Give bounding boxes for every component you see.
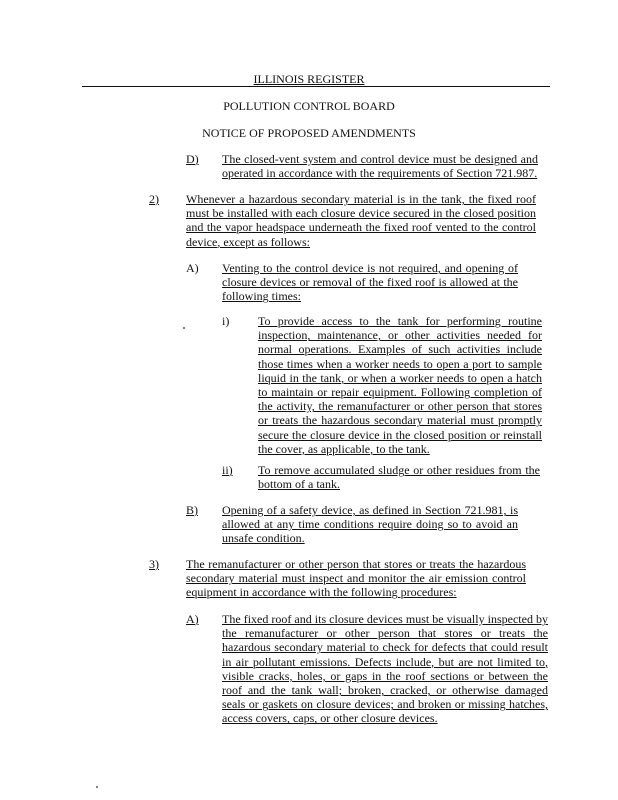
item-2-label: 2) [149, 192, 159, 206]
item-2-text: Whenever a hazardous secondary material is in the tank, the fixed roof must be installed with each closure device secured in the closed position and the vapor headspace underneath the fixed roof vented to the control device, except as follows: [186, 192, 536, 249]
scan-speck [96, 786, 98, 788]
item-2b-text: Opening of a safety device, as defined in Section 721.981, is allowed at any time conditions require doing so to avoid an unsafe condition. [222, 503, 518, 546]
item-2aii-label: ii) [222, 463, 233, 477]
item-2ai-label: i) [222, 314, 230, 328]
item-2aii-text: To remove accumulated sludge or other residues from the bottom of a tank. [258, 463, 540, 492]
item-3a-label: A) [186, 612, 199, 626]
header-rule [82, 86, 550, 87]
item-2a-text: Venting to the control device is not required, and opening of closure devices or removal of the fixed roof is allowed at the following times: [222, 261, 518, 304]
item-2ai-text: To provide access to the tank for performing routine inspection, maintenance, or other activities needed for normal operations. Examples of such activities include those times when a worker needs to open a port to sample liquid in the tank, or when a worker needs to open a hatch to maintain or repair equipment. Following completion of the activity, the remanufacturer or other person that stores or treats the hazardous secondary material must promptly secure the closure device in the closed position or reinstall the cover, as applicable, to the tank. [258, 314, 542, 456]
item-3a-text: The fixed roof and its closure devices must be visually inspected by the remanufacturer or other person that stores or treats the hazardous secondary material to check for defects that could result in air pollutant emissions. Defects include, but are not limited to, visible cracks, holes, or gaps in the roof sections or between the roof and the tank wall; broken, cracked, or otherwise damaged seals or gaskets on closure devices; and broken or missing hatches, access covers, caps, or other closure devices. [222, 612, 548, 726]
notice-title: NOTICE OF PROPOSED AMENDMENTS [202, 126, 416, 140]
item-3-label: 3) [149, 557, 159, 571]
scan-speck [183, 327, 185, 329]
item-2b-label: B) [186, 503, 198, 517]
item-2a-label: A) [186, 261, 199, 275]
board-title: POLLUTION CONTROL BOARD [223, 99, 395, 113]
item-d-text: The closed-vent system and control device must be designed and operated in accordance with the requirements of Section 721.987. [222, 152, 538, 181]
register-title: ILLINOIS REGISTER [253, 72, 365, 86]
item-d-label: D) [186, 152, 199, 166]
item-3-text: The remanufacturer or other person that stores or treats the hazardous secondary material must inspect and monitor the air emission control equipment in accordance with the following procedures: [186, 557, 526, 600]
